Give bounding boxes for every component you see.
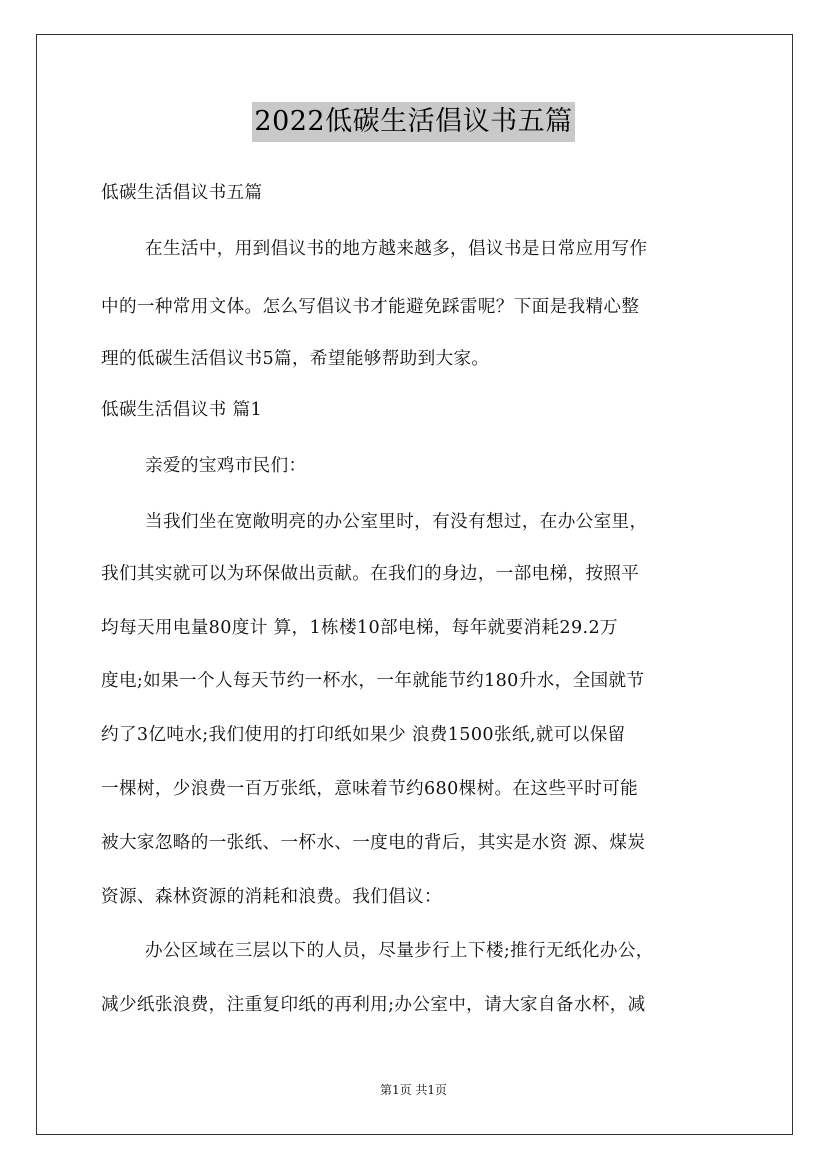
text-line: 约了3亿吨水;我们使用的打印纸如果少 浪费1500张纸,就可以保留	[101, 725, 626, 745]
text-line: 办公区域在三层以下的人员，尽量步行上下楼;推行无纸化办公，	[145, 941, 654, 961]
text-line: 减少纸张浪费，注重复印纸的再利用;办公室中，请大家自备水杯，减	[101, 995, 646, 1015]
text-line: 当我们坐在宽敞明亮的办公室里时，有没有想过，在办公室里，	[145, 512, 648, 532]
text-line: 我们其实就可以为环保做出贡献。在我们的身边，一部电梯，按照平	[101, 564, 640, 584]
text-line: 资源、森林资源的消耗和浪费。我们倡议：	[101, 887, 442, 907]
document-title: 2022低碳生活倡议书五篇	[252, 102, 574, 142]
text-line: 理的低碳生活倡议书5篇，希望能够帮助到大家。	[101, 349, 490, 369]
text-line: 度电;如果一个人每天节约一杯水，一年就能节约180升水，全国就节	[101, 671, 645, 691]
section-heading: 低碳生活倡议书 篇1	[101, 400, 263, 420]
subtitle-line: 低碳生活倡议书五篇	[101, 183, 263, 203]
text-line: 一棵树，少浪费一百万张纸，意味着节约680棵树。在这些平时可能	[101, 779, 639, 799]
page-footer: 第1页 共1页	[379, 1083, 448, 1097]
salutation-line: 亲爱的宝鸡市民们：	[145, 456, 307, 476]
text-line: 中的一种常用文体。怎么写倡议书才能避免踩雷呢？下面是我精心整	[101, 297, 640, 317]
title-container	[0, 102, 827, 142]
text-line: 被大家忽略的一张纸、一杯水、一度电的背后，其实是水资 源、煤炭	[101, 833, 646, 853]
text-line: 在生活中，用到倡议书的地方越来越多，倡议书是日常应用写作	[145, 239, 648, 259]
text-line: 均每天用电量80度计 算，1栋楼10部电梯，每年就要消耗29.2万	[101, 618, 618, 638]
